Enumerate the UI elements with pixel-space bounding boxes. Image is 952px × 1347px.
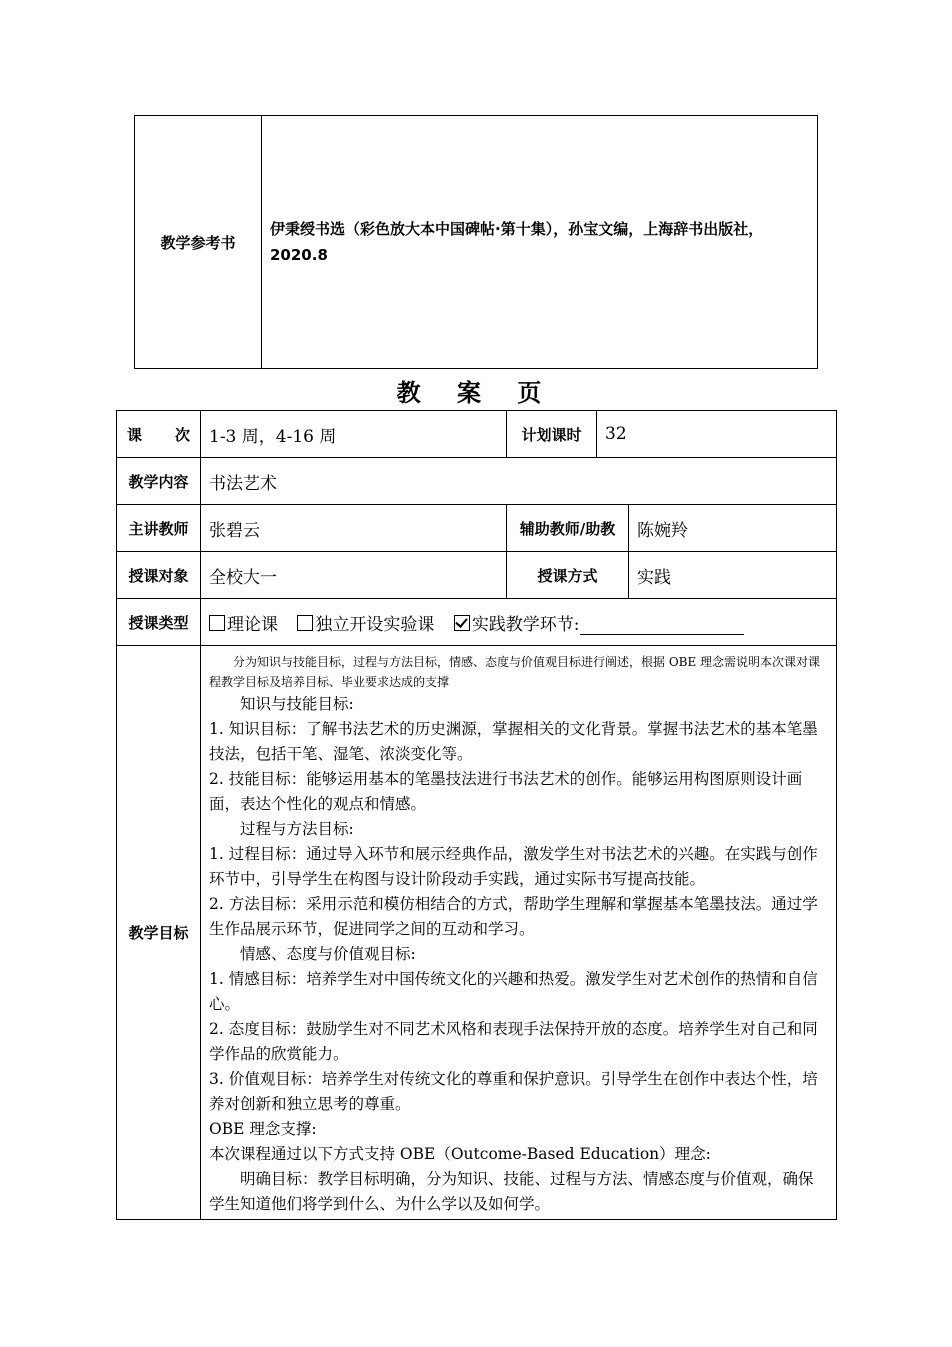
session-label: 课 次 xyxy=(117,411,201,458)
teaching-content-value: 书法艺术 xyxy=(201,458,837,505)
teaching-content-label: 教学内容 xyxy=(117,458,201,505)
option-lab[interactable] xyxy=(297,615,434,635)
audience-row xyxy=(117,552,837,599)
planned-hours-value: 32 xyxy=(597,411,837,458)
lecturer-label: 主讲教师 xyxy=(117,505,201,552)
objective-paragraph: 2. 方法目标：采用示范和模仿相结合的方式，帮助学生理解和掌握基本笔墨技法。通过学生作品展示环节，促进同学之间的互动和学习。 xyxy=(209,895,818,938)
objective-paragraph: 1. 过程目标：通过导入环节和展示经典作品，激发学生对书法艺术的兴趣。在实践与创作环节中，引导学生在构图与设计阶段动手实践，通过实际书写提高技能。 xyxy=(209,845,818,888)
objective-paragraph: 2. 态度目标：鼓励学生对不同艺术风格和表现手法保持开放的态度。培养学生对自己和同学作品的欣赏能力。 xyxy=(209,1020,818,1063)
teaching-mode-label: 授课方式 xyxy=(507,552,629,599)
planned-hours-label: 计划课时 xyxy=(507,411,597,458)
objectives-label: 教学目标 xyxy=(117,646,201,1220)
objective-paragraph: 1. 情感目标：培养学生对中国传统文化的兴趣和热爱。激发学生对艺术创作的热情和自信心。 xyxy=(209,970,818,1013)
reference-book-table xyxy=(134,115,818,369)
lesson-plan-table xyxy=(116,410,837,1220)
audience-value: 全校大一 xyxy=(201,552,507,599)
objectives-row xyxy=(117,646,837,1220)
page-title: 教 案 页 xyxy=(396,379,556,407)
teacher-row xyxy=(117,505,837,552)
lecturer-value: 张碧云 xyxy=(201,505,507,552)
content-row xyxy=(117,458,837,505)
objective-paragraph: 本次课程通过以下方式支持 OBE（Outcome-Based Education）理念: xyxy=(209,1145,711,1163)
option-theory[interactable] xyxy=(209,615,278,635)
course-type-options xyxy=(201,599,837,646)
reference-book-content: 伊秉绶书选（彩色放大本中国碑帖·第十集），孙宝文编，上海辞书出版社，2020.8 xyxy=(262,116,818,369)
session-value: 1-3 周，4-16 周 xyxy=(201,411,507,458)
objective-paragraph: 情感、态度与价值观目标: xyxy=(240,945,416,963)
objective-paragraph: 知识与技能目标: xyxy=(240,695,354,713)
course-type-label: 授课类型 xyxy=(117,599,201,646)
assistant-value: 陈婉羚 xyxy=(629,505,837,552)
checkbox-theory[interactable] xyxy=(209,615,225,631)
checkbox-practice-checked[interactable] xyxy=(454,615,470,631)
session-row xyxy=(117,411,837,458)
option-practice[interactable] xyxy=(454,615,744,635)
teaching-mode-value: 实践 xyxy=(629,552,837,599)
objective-paragraph: 3. 价值观目标：培养学生对传统文化的尊重和保护意识。引导学生在创作中表达个性，培养对创新和独立思考的尊重。 xyxy=(209,1070,818,1113)
objectives-note: 分为知识与技能目标，过程与方法目标，情感、态度与价值观目标进行阐述，根据 OBE 理念需说明本次课对课程教学目标及培养目标、毕业要求达成的支撑 xyxy=(209,655,821,689)
audience-label: 授课对象 xyxy=(117,552,201,599)
objectives-list xyxy=(209,692,828,1217)
objective-paragraph: OBE 理念支撑: xyxy=(209,1120,317,1138)
option-theory-label: 理论课 xyxy=(227,614,278,635)
checkbox-lab[interactable] xyxy=(297,615,313,631)
assistant-label: 辅助教师/助教 xyxy=(507,505,629,552)
option-practice-label: 实践教学环节: xyxy=(471,614,580,635)
type-row xyxy=(117,599,837,646)
objective-paragraph: 过程与方法目标: xyxy=(240,820,354,838)
objectives-content xyxy=(201,646,837,1220)
option-lab-label: 独立开设实验课 xyxy=(315,614,435,635)
practice-blank-line xyxy=(580,618,744,635)
reference-book-label: 教学参考书 xyxy=(135,116,262,369)
objective-paragraph: 1. 知识目标：了解书法艺术的历史渊源，掌握相关的文化背景。掌握书法艺术的基本笔墨技法，包括干笔、湿笔、浓淡变化等。 xyxy=(209,720,818,763)
objective-paragraph: 明确目标：教学目标明确，分为知识、技能、过程与方法、情感态度与价值观，确保学生知道他们将学到什么、为什么学以及如何学。 xyxy=(209,1170,814,1213)
objective-paragraph: 2. 技能目标：能够运用基本的笔墨技法进行书法艺术的创作。能够运用构图原则设计画面，表达个性化的观点和情感。 xyxy=(209,770,803,813)
